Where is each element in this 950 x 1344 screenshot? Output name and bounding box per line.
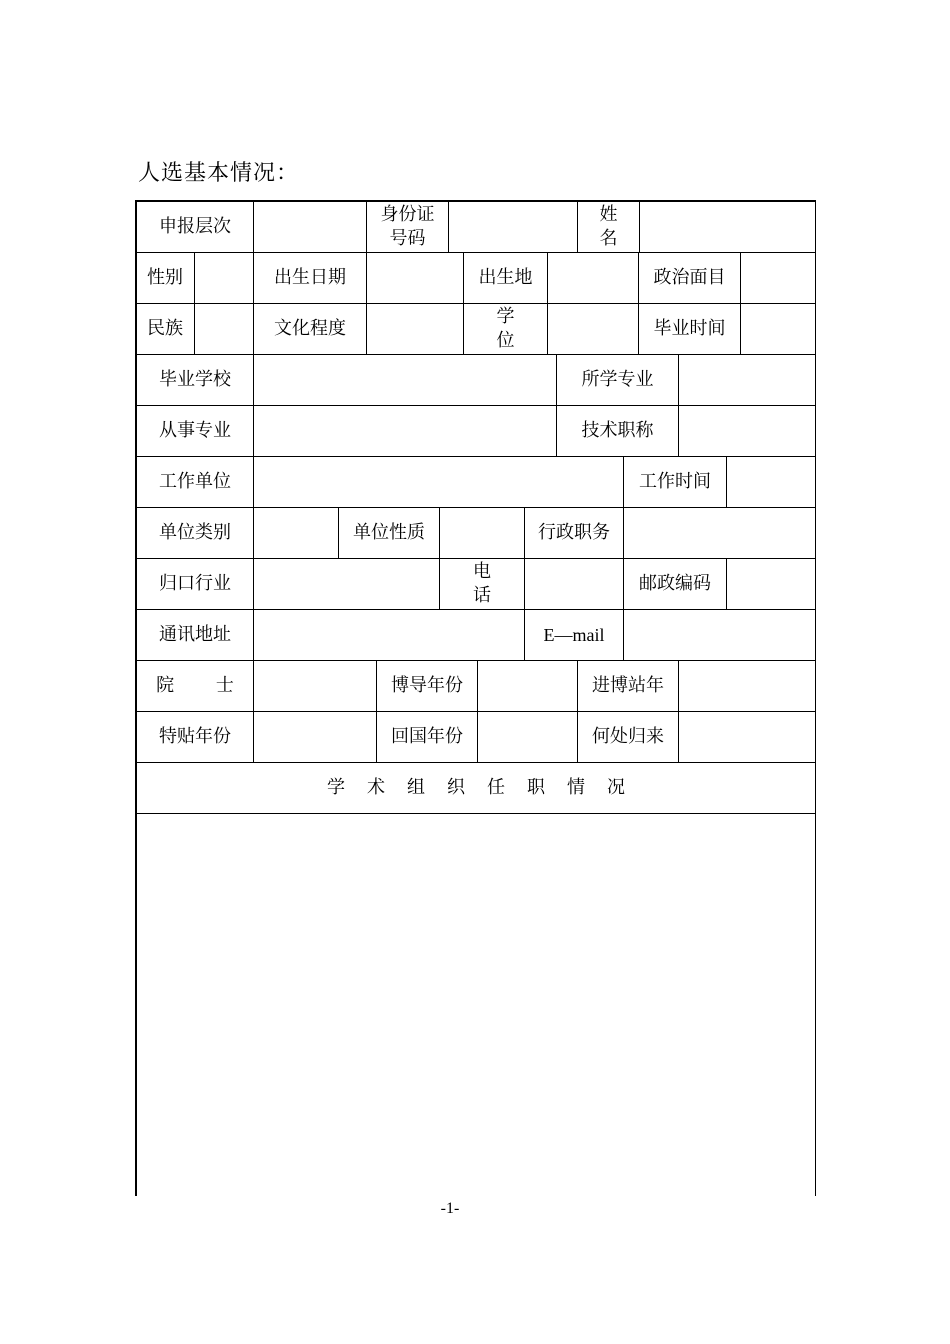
label-grad-school: 毕业学校 bbox=[136, 354, 254, 406]
label-education: 文化程度 bbox=[253, 303, 367, 355]
field-unit-type[interactable] bbox=[253, 507, 339, 559]
field-phd-year[interactable] bbox=[477, 660, 578, 712]
label-return-from: 何处归来 bbox=[577, 711, 679, 763]
field-level[interactable] bbox=[253, 201, 367, 253]
field-unit-nature[interactable] bbox=[439, 507, 525, 559]
label-title-rank: 技术职称 bbox=[556, 405, 679, 457]
field-work-time[interactable] bbox=[726, 456, 816, 508]
field-grad-school[interactable] bbox=[253, 354, 557, 406]
field-gender[interactable] bbox=[194, 252, 254, 304]
field-title-rank[interactable] bbox=[678, 405, 816, 457]
field-admin-post[interactable] bbox=[623, 507, 816, 559]
label-id-number bbox=[366, 201, 449, 253]
field-birth-date[interactable] bbox=[366, 252, 464, 304]
label-postcode: 邮政编码 bbox=[623, 558, 727, 610]
label-work-time: 工作时间 bbox=[623, 456, 727, 508]
label-postdoc-year: 进博站年 bbox=[577, 660, 679, 712]
field-allowance-year[interactable] bbox=[253, 711, 377, 763]
field-current-major[interactable] bbox=[253, 405, 557, 457]
field-postdoc-year[interactable] bbox=[678, 660, 816, 712]
label-work-unit: 工作单位 bbox=[136, 456, 254, 508]
label-unit-nature: 单位性质 bbox=[338, 507, 440, 559]
label-id-line1: 身份证 bbox=[380, 204, 435, 225]
field-degree[interactable] bbox=[547, 303, 639, 355]
field-address[interactable] bbox=[253, 609, 525, 661]
field-postcode[interactable] bbox=[726, 558, 816, 610]
label-name-line1: 姓 bbox=[599, 204, 618, 225]
field-phone[interactable] bbox=[524, 558, 624, 610]
label-political: 政治面目 bbox=[638, 252, 741, 304]
basic-info-form bbox=[135, 200, 816, 1196]
field-political[interactable] bbox=[740, 252, 816, 304]
label-id-line2: 号码 bbox=[389, 228, 426, 249]
label-industry: 归口行业 bbox=[136, 558, 254, 610]
field-education[interactable] bbox=[366, 303, 464, 355]
field-name[interactable] bbox=[639, 201, 816, 253]
label-phone: 电 话 bbox=[439, 558, 525, 610]
label-gender: 性别 bbox=[136, 252, 195, 304]
field-work-unit[interactable] bbox=[253, 456, 624, 508]
label-name bbox=[577, 201, 640, 253]
label-return-year: 回国年份 bbox=[376, 711, 478, 763]
label-unit-type: 单位类别 bbox=[136, 507, 254, 559]
field-birthplace[interactable] bbox=[547, 252, 639, 304]
field-return-from[interactable] bbox=[678, 711, 816, 763]
field-id-number[interactable] bbox=[448, 201, 578, 253]
label-academician: 院 士 bbox=[136, 660, 254, 712]
field-industry[interactable] bbox=[253, 558, 440, 610]
label-allowance-year: 特贴年份 bbox=[136, 711, 254, 763]
label-birth-date: 出生日期 bbox=[253, 252, 367, 304]
label-level: 申报层次 bbox=[136, 201, 254, 253]
label-current-major: 从事专业 bbox=[136, 405, 254, 457]
field-major[interactable] bbox=[678, 354, 816, 406]
academic-positions-header: 学术组织任职情况 bbox=[136, 762, 816, 814]
field-ethnicity[interactable] bbox=[194, 303, 254, 355]
academic-positions-area[interactable] bbox=[136, 813, 816, 1196]
label-address: 通讯地址 bbox=[136, 609, 254, 661]
page-title: 人选基本情况： bbox=[138, 161, 300, 186]
field-grad-time[interactable] bbox=[740, 303, 816, 355]
label-birthplace: 出生地 bbox=[463, 252, 548, 304]
label-major: 所学专业 bbox=[556, 354, 679, 406]
label-name-line2: 名 bbox=[599, 228, 618, 249]
label-ethnicity: 民族 bbox=[136, 303, 195, 355]
label-grad-time: 毕业时间 bbox=[638, 303, 741, 355]
field-email[interactable] bbox=[623, 609, 816, 661]
label-email: E—mail bbox=[524, 609, 624, 661]
field-academician[interactable] bbox=[253, 660, 377, 712]
label-degree: 学 位 bbox=[463, 303, 548, 355]
label-admin-post: 行政职务 bbox=[524, 507, 624, 559]
label-phd-year: 博导年份 bbox=[376, 660, 478, 712]
page-number: -1- bbox=[440, 1200, 460, 1217]
field-return-year[interactable] bbox=[477, 711, 578, 763]
